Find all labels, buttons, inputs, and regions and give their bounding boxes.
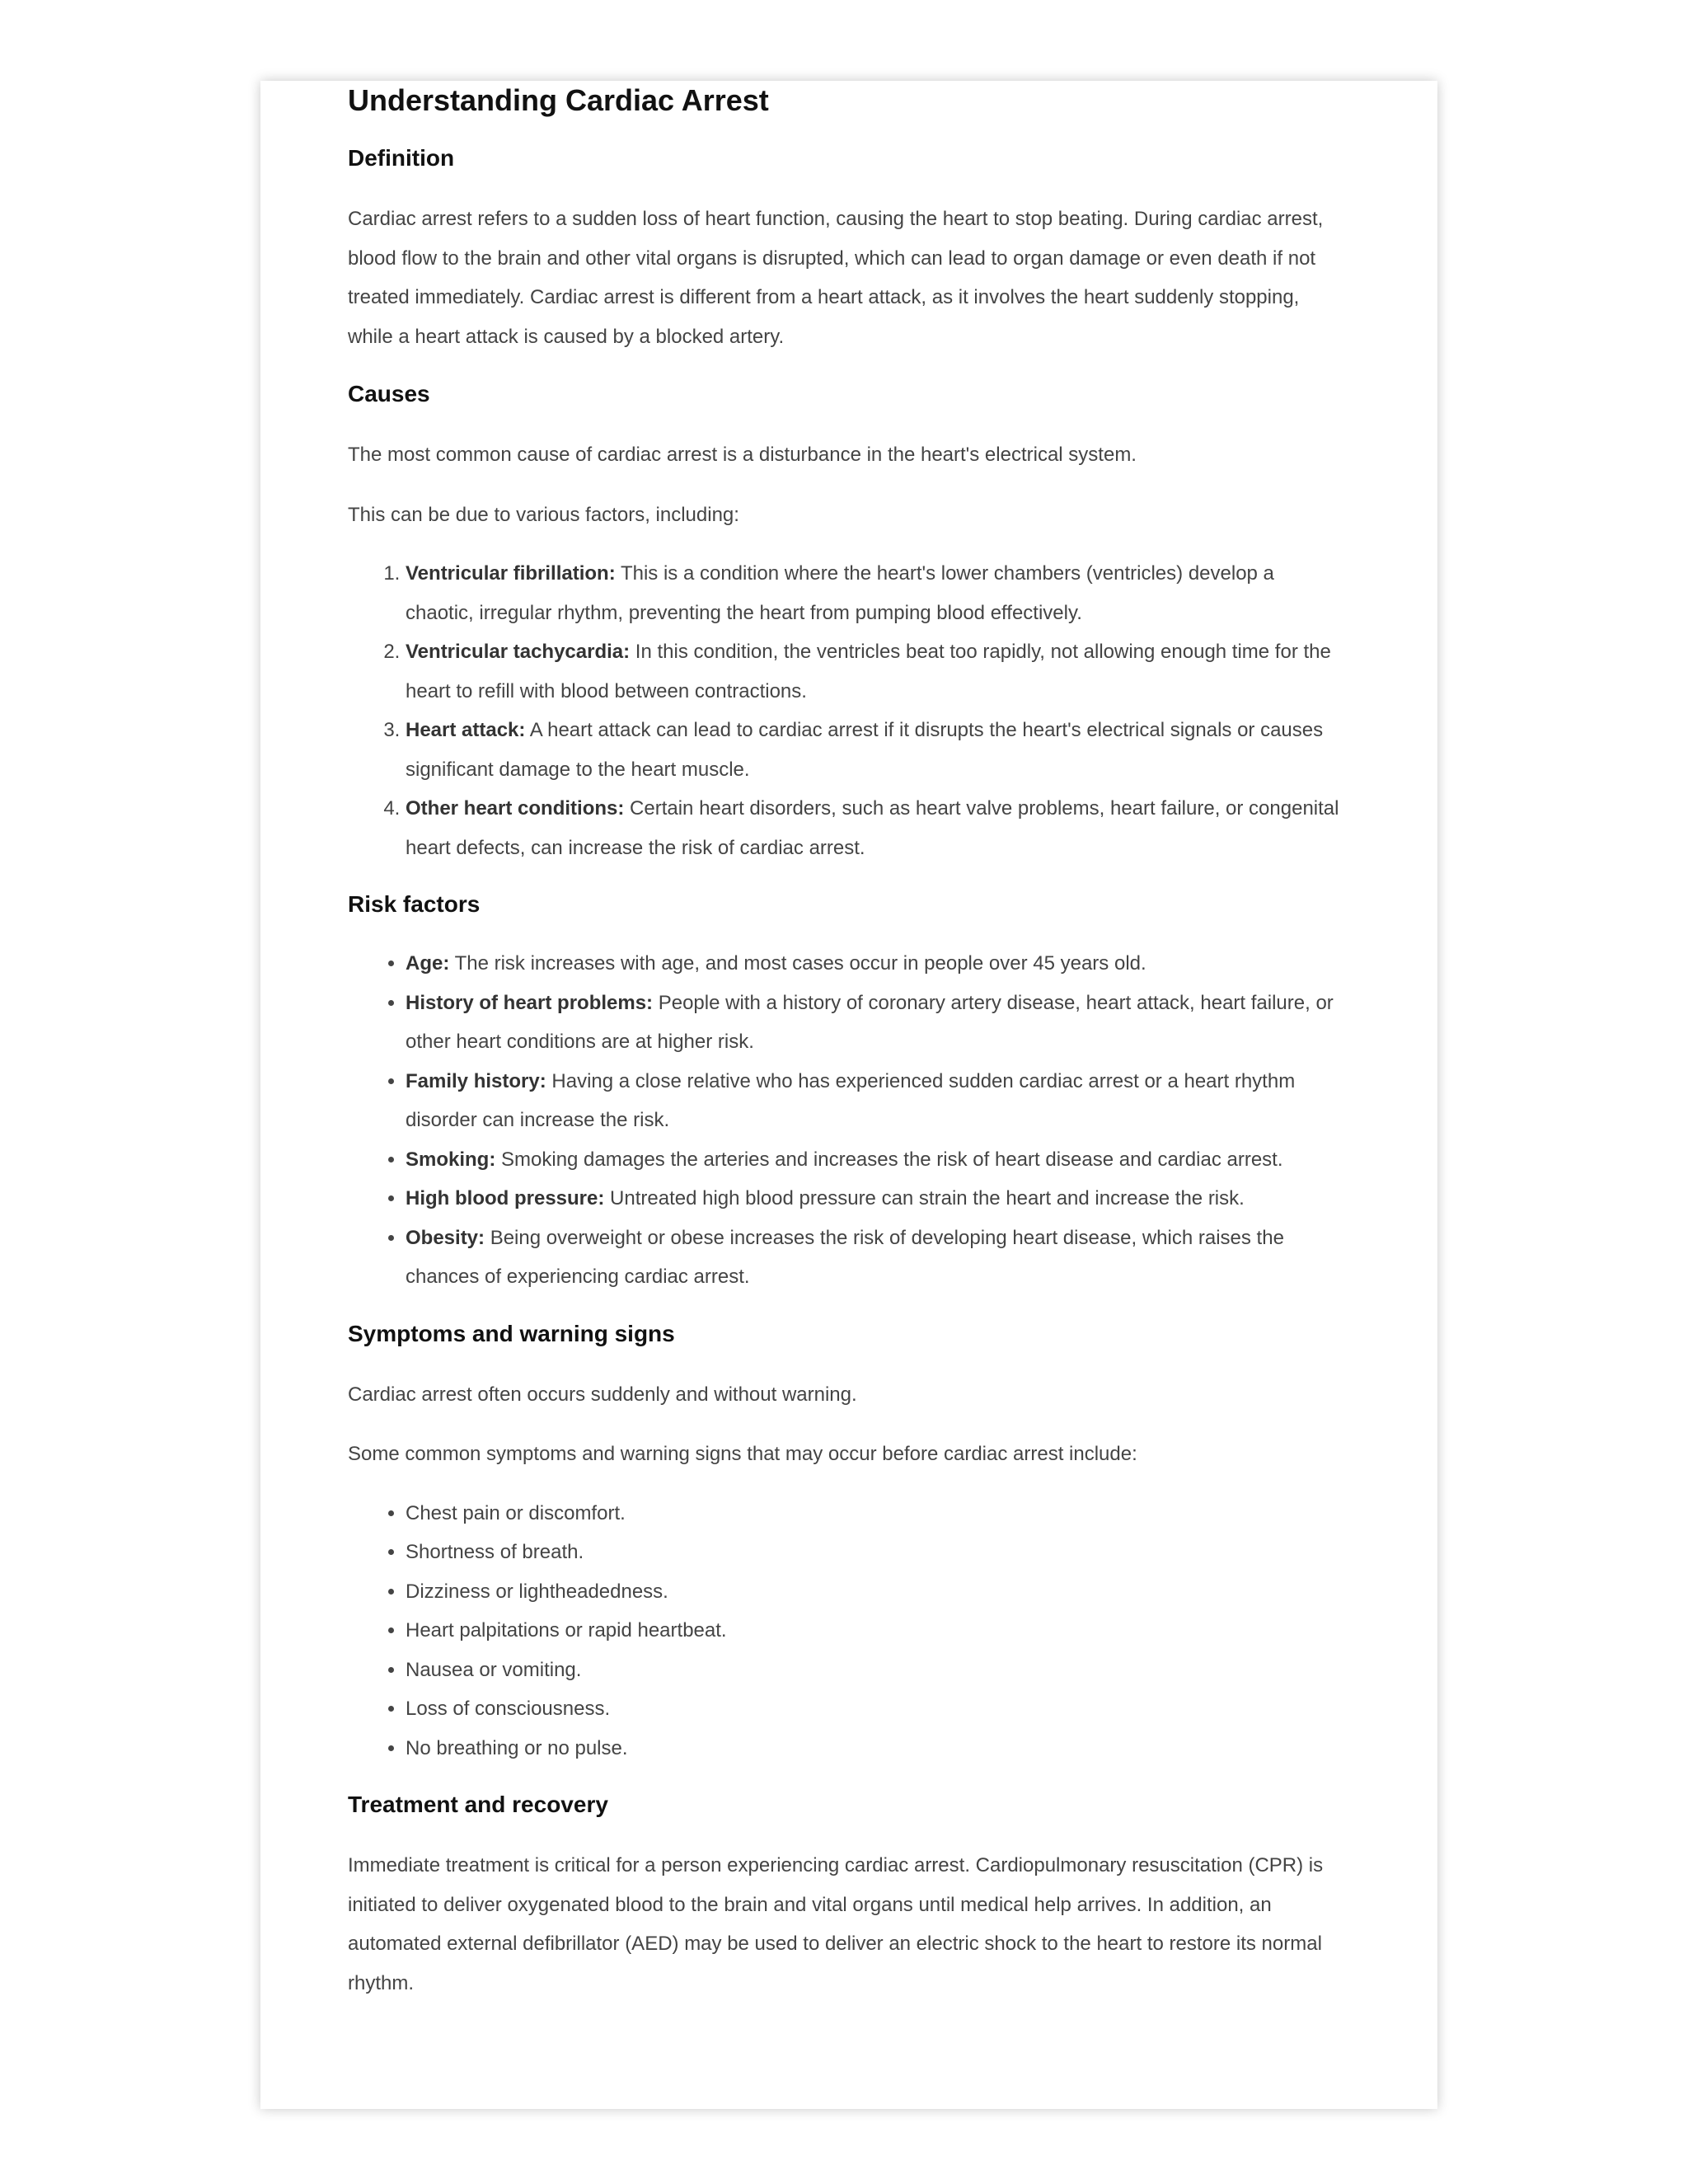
- list-item-term: Age:: [406, 952, 450, 975]
- list-item-term: Ventricular tachycardia:: [406, 641, 631, 663]
- list-item-text: A heart attack can lead to cardiac arrest if it disrupts the heart's electrical signals or causes significant damage to the heart muscle.: [406, 719, 1324, 781]
- list-item-text: Having a close relative who has experienced sudden cardiac arrest or a heart rhythm disorder can increase the risk.: [406, 1069, 1296, 1131]
- list-item: [406, 944, 1345, 984]
- symptoms-intro-2: Some common symptoms and warning signs that may occur before cardiac arrest include:: [348, 1443, 1137, 1465]
- symptoms-intro-1: Cardiac arrest often occurs suddenly and without warning.: [348, 1383, 857, 1406]
- list-item: [406, 789, 1345, 867]
- list-item-term: History of heart problems:: [406, 991, 654, 1014]
- list-item: • No breathing or no pulse.: [406, 1729, 1345, 1768]
- symptoms-list: [348, 1494, 1345, 1768]
- list-item-text: Smoking damages the arteries and increases the risk of heart disease and cardiac arrest.: [495, 1148, 1283, 1171]
- list-item: [406, 1219, 1345, 1297]
- page-title: Understanding Cardiac Arrest: [348, 83, 769, 117]
- list-item-term: Heart attack:: [406, 719, 526, 741]
- definition-heading: Definition: [348, 145, 455, 171]
- risk-factors-list: [348, 944, 1345, 1297]
- list-item: [406, 984, 1345, 1062]
- list-item-term: Obesity:: [406, 1226, 485, 1249]
- list-item: • Dizziness or lightheadedness.: [406, 1572, 1345, 1612]
- treatment-heading: Treatment and recovery: [348, 1792, 608, 1817]
- list-item-text: Certain heart disorders, such as heart valve problems, heart failure, or congenital heart defects, can increase the risk of cardiac arrest.: [406, 797, 1339, 859]
- list-item-text: This is a condition where the heart's lower chambers (ventricles) develop a chaotic, irregular rhythm, preventing the heart from pumping blood effectively.: [406, 562, 1274, 624]
- list-item: [406, 1140, 1345, 1180]
- list-item: • Loss of consciousness.: [406, 1689, 1345, 1729]
- list-item-term: Other heart conditions:: [406, 797, 625, 820]
- list-item-text: People with a history of coronary artery disease, heart attack, heart failure, or other heart conditions are at higher risk.: [406, 991, 1334, 1053]
- list-item: [406, 711, 1345, 789]
- list-item: • Shortness of breath.: [406, 1533, 1345, 1572]
- causes-intro-2: This can be due to various factors, including:: [348, 503, 739, 526]
- list-item-text: Untreated high blood pressure can strain the heart and increase the risk.: [604, 1187, 1245, 1209]
- causes-intro-1: The most common cause of cardiac arrest is a disturbance in the heart's electrical system.: [348, 444, 1137, 466]
- risk-factors-heading: Risk factors: [348, 891, 481, 917]
- list-item: [406, 554, 1345, 632]
- list-item: • Heart palpitations or rapid heartbeat.: [406, 1611, 1345, 1651]
- list-item: [406, 632, 1345, 711]
- list-item: [406, 1062, 1345, 1140]
- list-item: [406, 1179, 1345, 1219]
- causes-list: [348, 554, 1345, 867]
- list-item-term: Smoking:: [406, 1148, 496, 1171]
- definition-paragraph: Cardiac arrest refers to a sudden loss of heart function, causing the heart to stop beating. During cardiac arrest, blood flow to the brain and other vital organs is disrupted, which can lead to organ damage or even death if not treated immediately. Cardiac arrest is different from a heart attack, as it involves the heart suddenly stopping, while a heart attack is caused by a blocked artery.: [348, 208, 1324, 348]
- list-item-term: High blood pressure:: [406, 1187, 605, 1209]
- list-item: • Chest pain or discomfort.: [406, 1494, 1345, 1533]
- treatment-paragraph: Immediate treatment is critical for a person experiencing cardiac arrest. Cardiopulmonary resuscitation (CPR) is initiated to deliver oxygenated blood to the brain and vital organs until medical help arrives. In addition, an automated external defibrillator (AED) may be used to deliver an electric shock to the heart to restore its normal rhythm.: [348, 1854, 1324, 1994]
- list-item-term: Family history:: [406, 1069, 546, 1092]
- causes-heading: Causes: [348, 381, 430, 406]
- list-item-term: Ventricular fibrillation:: [406, 562, 616, 585]
- list-item-text: The risk increases with age, and most cases occur in people over 45 years old.: [449, 952, 1146, 975]
- symptoms-heading: Symptoms and warning signs: [348, 1320, 675, 1346]
- document-page: [260, 81, 1437, 2109]
- list-item-text: Being overweight or obese increases the risk of developing heart disease, which raises the chances of experiencing cardiac arrest.: [406, 1226, 1284, 1288]
- list-item: • Nausea or vomiting.: [406, 1651, 1345, 1690]
- list-item-text: In this condition, the ventricles beat too rapidly, not allowing enough time for the heart to refill with blood between contractions.: [406, 641, 1331, 702]
